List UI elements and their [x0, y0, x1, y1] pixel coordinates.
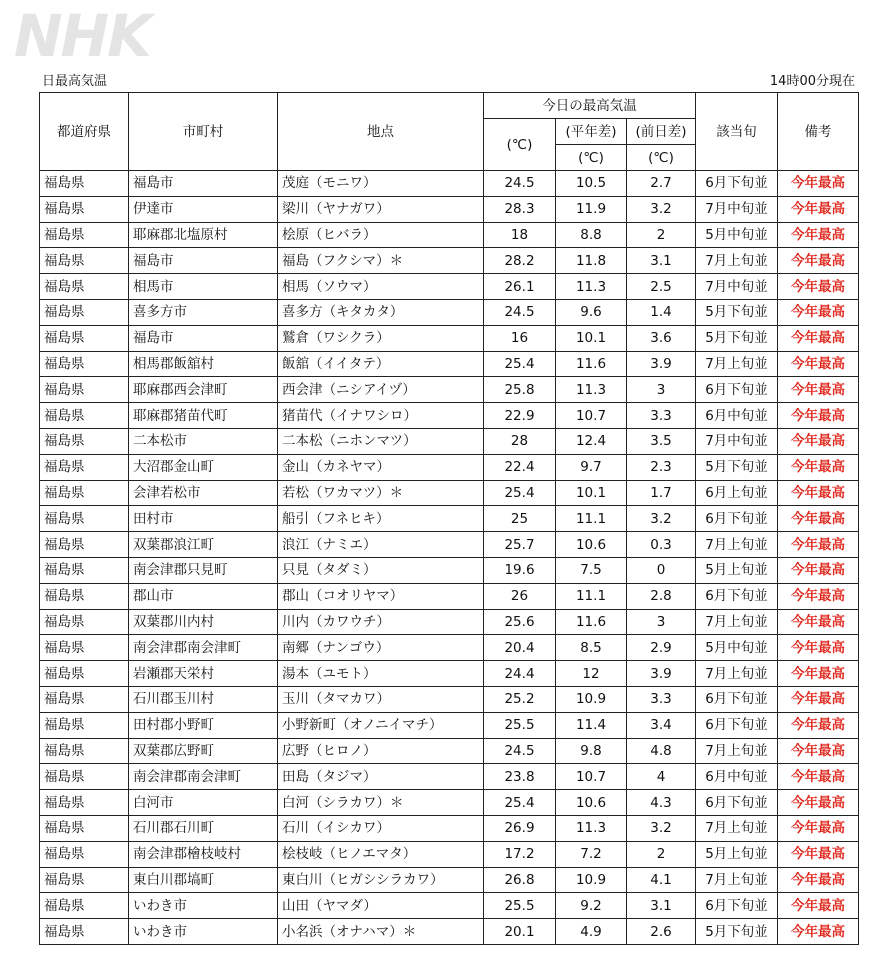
- prefecture-cell: 福島県: [40, 351, 129, 377]
- table-row: [40, 661, 859, 687]
- prev-diff-cell: 3: [627, 377, 696, 403]
- temperature-cell: 20.1: [484, 919, 556, 945]
- temperature-cell: 24.5: [484, 171, 556, 197]
- table-row: [40, 841, 859, 867]
- period-cell: 6月下旬並: [696, 377, 778, 403]
- table-row: [40, 893, 859, 919]
- period-cell: 7月上旬並: [696, 351, 778, 377]
- municipality-cell: 双葉郡広野町: [129, 738, 278, 764]
- temperature-cell: 22.4: [484, 454, 556, 480]
- normal-diff-cell: 10.1: [556, 325, 627, 351]
- table-row: [40, 299, 859, 325]
- table-row: [40, 403, 859, 429]
- station-cell: 湯本（ユモト）: [278, 661, 484, 687]
- header-municipality: 市町村: [129, 93, 278, 171]
- table-row: [40, 815, 859, 841]
- municipality-cell: 二本松市: [129, 428, 278, 454]
- station-cell: 茂庭（モニワ）: [278, 171, 484, 197]
- station-cell: 東白川（ヒガシシラカワ）: [278, 867, 484, 893]
- normal-diff-cell: 4.9: [556, 919, 627, 945]
- normal-diff-cell: 8.5: [556, 635, 627, 661]
- prefecture-cell: 福島県: [40, 815, 129, 841]
- municipality-cell: 南会津郡檜枝岐村: [129, 841, 278, 867]
- remark-cell: 今年最高: [778, 454, 859, 480]
- table-row: [40, 738, 859, 764]
- municipality-cell: 耶麻郡西会津町: [129, 377, 278, 403]
- remark-cell: 今年最高: [778, 893, 859, 919]
- municipality-cell: 会津若松市: [129, 480, 278, 506]
- normal-diff-cell: 11.1: [556, 506, 627, 532]
- prefecture-cell: 福島県: [40, 325, 129, 351]
- period-cell: 6月上旬並: [696, 480, 778, 506]
- normal-diff-cell: 9.2: [556, 893, 627, 919]
- period-cell: 6月下旬並: [696, 790, 778, 816]
- period-cell: 6月中旬並: [696, 403, 778, 429]
- station-cell: 小野新町（オノニイマチ）: [278, 712, 484, 738]
- remark-cell: 今年最高: [778, 738, 859, 764]
- table-row: [40, 377, 859, 403]
- remark-cell: 今年最高: [778, 480, 859, 506]
- prefecture-cell: 福島県: [40, 583, 129, 609]
- prev-diff-cell: 2.9: [627, 635, 696, 661]
- temperature-cell: 17.2: [484, 841, 556, 867]
- normal-diff-cell: 11.1: [556, 583, 627, 609]
- prefecture-cell: 福島県: [40, 377, 129, 403]
- table-row: [40, 222, 859, 248]
- temperature-cell: 25.4: [484, 480, 556, 506]
- prev-diff-cell: 3.1: [627, 248, 696, 274]
- header-today-max: 今日の最高気温: [484, 93, 696, 119]
- remark-cell: 今年最高: [778, 919, 859, 945]
- prev-diff-cell: 2.5: [627, 274, 696, 300]
- table-row: [40, 454, 859, 480]
- period-cell: 5月上旬並: [696, 557, 778, 583]
- municipality-cell: 白河市: [129, 790, 278, 816]
- normal-diff-cell: 10.1: [556, 480, 627, 506]
- period-cell: 7月上旬並: [696, 532, 778, 558]
- prev-diff-cell: 3.6: [627, 325, 696, 351]
- station-cell: 二本松（ニホンマツ）: [278, 428, 484, 454]
- prefecture-cell: 福島県: [40, 480, 129, 506]
- temperature-cell: 25.7: [484, 532, 556, 558]
- table-row: [40, 686, 859, 712]
- prefecture-cell: 福島県: [40, 635, 129, 661]
- prev-diff-cell: 3.3: [627, 686, 696, 712]
- temperature-cell: 25.5: [484, 712, 556, 738]
- period-cell: 6月下旬並: [696, 506, 778, 532]
- prefecture-cell: 福島県: [40, 532, 129, 558]
- station-cell: 梁川（ヤナガワ）: [278, 196, 484, 222]
- table-row: [40, 790, 859, 816]
- remark-cell: 今年最高: [778, 609, 859, 635]
- period-cell: 5月中旬並: [696, 635, 778, 661]
- temperature-cell: 18: [484, 222, 556, 248]
- prefecture-cell: 福島県: [40, 299, 129, 325]
- period-cell: 5月中旬並: [696, 222, 778, 248]
- prefecture-cell: 福島県: [40, 738, 129, 764]
- normal-diff-cell: 10.6: [556, 532, 627, 558]
- prev-diff-cell: 1.4: [627, 299, 696, 325]
- remark-cell: 今年最高: [778, 196, 859, 222]
- temperature-cell: 23.8: [484, 764, 556, 790]
- prefecture-cell: 福島県: [40, 403, 129, 429]
- table-row: [40, 583, 859, 609]
- period-cell: 6月下旬並: [696, 171, 778, 197]
- prev-diff-cell: 4.8: [627, 738, 696, 764]
- period-cell: 5月下旬並: [696, 919, 778, 945]
- normal-diff-cell: 11.3: [556, 274, 627, 300]
- remark-cell: 今年最高: [778, 171, 859, 197]
- prefecture-cell: 福島県: [40, 712, 129, 738]
- station-cell: 桧原（ヒバラ）: [278, 222, 484, 248]
- station-cell: 広野（ヒロノ）: [278, 738, 484, 764]
- normal-diff-cell: 10.7: [556, 764, 627, 790]
- normal-diff-cell: 10.5: [556, 171, 627, 197]
- period-cell: 7月上旬並: [696, 815, 778, 841]
- station-cell: 川内（カワウチ）: [278, 609, 484, 635]
- municipality-cell: 石川郡石川町: [129, 815, 278, 841]
- remark-cell: 今年最高: [778, 403, 859, 429]
- prefecture-cell: 福島県: [40, 686, 129, 712]
- header-prev-diff: (前日差): [627, 119, 696, 145]
- normal-diff-cell: 11.4: [556, 712, 627, 738]
- station-cell: 船引（フネヒキ）: [278, 506, 484, 532]
- temperature-cell: 26.8: [484, 867, 556, 893]
- prefecture-cell: 福島県: [40, 454, 129, 480]
- remark-cell: 今年最高: [778, 815, 859, 841]
- period-cell: 5月下旬並: [696, 325, 778, 351]
- remark-cell: 今年最高: [778, 661, 859, 687]
- temperature-cell: 16: [484, 325, 556, 351]
- municipality-cell: 福島市: [129, 325, 278, 351]
- station-cell: 白河（シラカワ）＊: [278, 790, 484, 816]
- header-prev-diff-unit: (℃): [627, 145, 696, 171]
- period-cell: 7月上旬並: [696, 738, 778, 764]
- temperature-cell: 25.2: [484, 686, 556, 712]
- normal-diff-cell: 11.9: [556, 196, 627, 222]
- remark-cell: 今年最高: [778, 274, 859, 300]
- remark-cell: 今年最高: [778, 377, 859, 403]
- prev-diff-cell: 3.1: [627, 893, 696, 919]
- period-cell: 5月下旬並: [696, 299, 778, 325]
- table-row: [40, 480, 859, 506]
- normal-diff-cell: 9.8: [556, 738, 627, 764]
- prefecture-cell: 福島県: [40, 609, 129, 635]
- period-cell: 7月中旬並: [696, 274, 778, 300]
- table-row: [40, 609, 859, 635]
- period-cell: 7月中旬並: [696, 428, 778, 454]
- municipality-cell: いわき市: [129, 893, 278, 919]
- station-cell: 浪江（ナミエ）: [278, 532, 484, 558]
- prev-diff-cell: 3.2: [627, 815, 696, 841]
- station-cell: 桧枝岐（ヒノエマタ）: [278, 841, 484, 867]
- remark-cell: 今年最高: [778, 428, 859, 454]
- station-cell: 郡山（コオリヤマ）: [278, 583, 484, 609]
- header-normal-diff: (平年差): [556, 119, 627, 145]
- period-cell: 6月下旬並: [696, 893, 778, 919]
- prefecture-cell: 福島県: [40, 222, 129, 248]
- header-temp-unit: (℃): [484, 119, 556, 171]
- municipality-cell: 耶麻郡猪苗代町: [129, 403, 278, 429]
- period-cell: 6月中旬並: [696, 764, 778, 790]
- table-row: [40, 196, 859, 222]
- municipality-cell: 喜多方市: [129, 299, 278, 325]
- temperature-cell: 25: [484, 506, 556, 532]
- temperature-cell: 25.4: [484, 790, 556, 816]
- remark-cell: 今年最高: [778, 867, 859, 893]
- normal-diff-cell: 8.8: [556, 222, 627, 248]
- prev-diff-cell: 3.3: [627, 403, 696, 429]
- timestamp: 14時00分現在: [769, 74, 855, 89]
- table-row: [40, 248, 859, 274]
- table-row: [40, 171, 859, 197]
- prev-diff-cell: 3.9: [627, 661, 696, 687]
- municipality-cell: 相馬郡飯舘村: [129, 351, 278, 377]
- temperature-cell: 19.6: [484, 557, 556, 583]
- prefecture-cell: 福島県: [40, 274, 129, 300]
- normal-diff-cell: 11.8: [556, 248, 627, 274]
- temperature-cell: 20.4: [484, 635, 556, 661]
- normal-diff-cell: 10.9: [556, 867, 627, 893]
- station-cell: 只見（タダミ）: [278, 557, 484, 583]
- temperature-cell: 24.4: [484, 661, 556, 687]
- remark-cell: 今年最高: [778, 686, 859, 712]
- period-cell: 7月上旬並: [696, 661, 778, 687]
- prev-diff-cell: 3.9: [627, 351, 696, 377]
- temperature-cell: 28: [484, 428, 556, 454]
- remark-cell: 今年最高: [778, 299, 859, 325]
- municipality-cell: 石川郡玉川村: [129, 686, 278, 712]
- remark-cell: 今年最高: [778, 635, 859, 661]
- municipality-cell: 相馬市: [129, 274, 278, 300]
- station-cell: 鷲倉（ワシクラ）: [278, 325, 484, 351]
- remark-cell: 今年最高: [778, 325, 859, 351]
- prev-diff-cell: 1.7: [627, 480, 696, 506]
- normal-diff-cell: 12.4: [556, 428, 627, 454]
- prev-diff-cell: 3.4: [627, 712, 696, 738]
- remark-cell: 今年最高: [778, 790, 859, 816]
- municipality-cell: 福島市: [129, 248, 278, 274]
- temperature-cell: 22.9: [484, 403, 556, 429]
- municipality-cell: 田村郡小野町: [129, 712, 278, 738]
- municipality-cell: 南会津郡南会津町: [129, 764, 278, 790]
- station-cell: 石川（イシカワ）: [278, 815, 484, 841]
- prefecture-cell: 福島県: [40, 893, 129, 919]
- municipality-cell: 郡山市: [129, 583, 278, 609]
- normal-diff-cell: 9.7: [556, 454, 627, 480]
- remark-cell: 今年最高: [778, 532, 859, 558]
- prefecture-cell: 福島県: [40, 790, 129, 816]
- prev-diff-cell: 2.6: [627, 919, 696, 945]
- table-row: [40, 712, 859, 738]
- table-row: [40, 867, 859, 893]
- prev-diff-cell: 2.3: [627, 454, 696, 480]
- prefecture-cell: 福島県: [40, 171, 129, 197]
- prev-diff-cell: 2: [627, 841, 696, 867]
- period-cell: 7月上旬並: [696, 609, 778, 635]
- table-row: [40, 532, 859, 558]
- prefecture-cell: 福島県: [40, 248, 129, 274]
- normal-diff-cell: 7.2: [556, 841, 627, 867]
- municipality-cell: 耶麻郡北塩原村: [129, 222, 278, 248]
- period-cell: 6月下旬並: [696, 686, 778, 712]
- prev-diff-cell: 3.2: [627, 506, 696, 532]
- header-station: 地点: [278, 93, 484, 171]
- header-prefecture: 都道府県: [40, 93, 129, 171]
- header-normal-diff-unit: (℃): [556, 145, 627, 171]
- temperature-cell: 24.5: [484, 299, 556, 325]
- normal-diff-cell: 10.6: [556, 790, 627, 816]
- temperature-cell: 25.4: [484, 351, 556, 377]
- table-row: [40, 764, 859, 790]
- temperature-cell: 24.5: [484, 738, 556, 764]
- nhk-logo: [6, 4, 206, 64]
- temperature-cell: 25.5: [484, 893, 556, 919]
- station-cell: 西会津（ニシアイヅ）: [278, 377, 484, 403]
- municipality-cell: 伊達市: [129, 196, 278, 222]
- municipality-cell: 南会津郡南会津町: [129, 635, 278, 661]
- municipality-cell: 田村市: [129, 506, 278, 532]
- svg-text:NHK: NHK: [14, 4, 151, 64]
- prev-diff-cell: 3: [627, 609, 696, 635]
- station-cell: 金山（カネヤマ）: [278, 454, 484, 480]
- header-period: 該当旬: [696, 93, 778, 171]
- period-cell: 6月下旬並: [696, 583, 778, 609]
- temperature-cell: 25.6: [484, 609, 556, 635]
- temperature-cell: 26: [484, 583, 556, 609]
- period-cell: 7月上旬並: [696, 867, 778, 893]
- remark-cell: 今年最高: [778, 712, 859, 738]
- municipality-cell: 双葉郡川内村: [129, 609, 278, 635]
- table-row: [40, 506, 859, 532]
- header-remarks: 備考: [778, 93, 859, 171]
- station-cell: 飯舘（イイタテ）: [278, 351, 484, 377]
- remark-cell: 今年最高: [778, 248, 859, 274]
- period-cell: 5月下旬並: [696, 454, 778, 480]
- table-row: [40, 428, 859, 454]
- municipality-cell: 双葉郡浪江町: [129, 532, 278, 558]
- station-cell: 猪苗代（イナワシロ）: [278, 403, 484, 429]
- remark-cell: 今年最高: [778, 841, 859, 867]
- station-cell: 山田（ヤマダ）: [278, 893, 484, 919]
- station-cell: 福島（フクシマ）＊: [278, 248, 484, 274]
- table-row: [40, 919, 859, 945]
- period-cell: 5月上旬並: [696, 841, 778, 867]
- station-cell: 喜多方（キタカタ）: [278, 299, 484, 325]
- normal-diff-cell: 10.7: [556, 403, 627, 429]
- prefecture-cell: 福島県: [40, 867, 129, 893]
- remark-cell: 今年最高: [778, 583, 859, 609]
- table-row: [40, 635, 859, 661]
- remark-cell: 今年最高: [778, 557, 859, 583]
- table-row: [40, 325, 859, 351]
- station-cell: 相馬（ソウマ）: [278, 274, 484, 300]
- prev-diff-cell: 0: [627, 557, 696, 583]
- municipality-cell: 南会津郡只見町: [129, 557, 278, 583]
- normal-diff-cell: 9.6: [556, 299, 627, 325]
- municipality-cell: いわき市: [129, 919, 278, 945]
- prefecture-cell: 福島県: [40, 661, 129, 687]
- prev-diff-cell: 0.3: [627, 532, 696, 558]
- municipality-cell: 岩瀬郡天栄村: [129, 661, 278, 687]
- prev-diff-cell: 4.1: [627, 867, 696, 893]
- station-cell: 玉川（タマカワ）: [278, 686, 484, 712]
- prefecture-cell: 福島県: [40, 428, 129, 454]
- period-cell: 6月下旬並: [696, 712, 778, 738]
- prev-diff-cell: 3.2: [627, 196, 696, 222]
- station-cell: 小名浜（オナハマ）＊: [278, 919, 484, 945]
- prefecture-cell: 福島県: [40, 196, 129, 222]
- prefecture-cell: 福島県: [40, 557, 129, 583]
- temperature-cell: 28.3: [484, 196, 556, 222]
- normal-diff-cell: 10.9: [556, 686, 627, 712]
- prev-diff-cell: 3.5: [627, 428, 696, 454]
- prev-diff-cell: 2: [627, 222, 696, 248]
- period-cell: 7月中旬並: [696, 196, 778, 222]
- prev-diff-cell: 4.3: [627, 790, 696, 816]
- table-row: [40, 274, 859, 300]
- remark-cell: 今年最高: [778, 351, 859, 377]
- prev-diff-cell: 2.8: [627, 583, 696, 609]
- temperature-cell: 26.1: [484, 274, 556, 300]
- normal-diff-cell: 11.6: [556, 609, 627, 635]
- max-temperature-table: [39, 92, 859, 945]
- normal-diff-cell: 11.3: [556, 815, 627, 841]
- normal-diff-cell: 11.6: [556, 351, 627, 377]
- station-cell: 若松（ワカマツ）＊: [278, 480, 484, 506]
- station-cell: 田島（タジマ）: [278, 764, 484, 790]
- prev-diff-cell: 2.7: [627, 171, 696, 197]
- normal-diff-cell: 11.3: [556, 377, 627, 403]
- municipality-cell: 東白川郡塙町: [129, 867, 278, 893]
- municipality-cell: 福島市: [129, 171, 278, 197]
- normal-diff-cell: 12: [556, 661, 627, 687]
- remark-cell: 今年最高: [778, 222, 859, 248]
- temperature-cell: 28.2: [484, 248, 556, 274]
- municipality-cell: 大沼郡金山町: [129, 454, 278, 480]
- prefecture-cell: 福島県: [40, 506, 129, 532]
- prefecture-cell: 福島県: [40, 919, 129, 945]
- prev-diff-cell: 4: [627, 764, 696, 790]
- normal-diff-cell: 7.5: [556, 557, 627, 583]
- station-cell: 南郷（ナンゴウ）: [278, 635, 484, 661]
- table-row: [40, 351, 859, 377]
- remark-cell: 今年最高: [778, 506, 859, 532]
- prefecture-cell: 福島県: [40, 764, 129, 790]
- temperature-cell: 26.9: [484, 815, 556, 841]
- remark-cell: 今年最高: [778, 764, 859, 790]
- temperature-cell: 25.8: [484, 377, 556, 403]
- period-cell: 7月上旬並: [696, 248, 778, 274]
- table-body: [40, 171, 859, 945]
- table-title: 日最高気温: [42, 74, 108, 89]
- table-row: [40, 557, 859, 583]
- prefecture-cell: 福島県: [40, 841, 129, 867]
